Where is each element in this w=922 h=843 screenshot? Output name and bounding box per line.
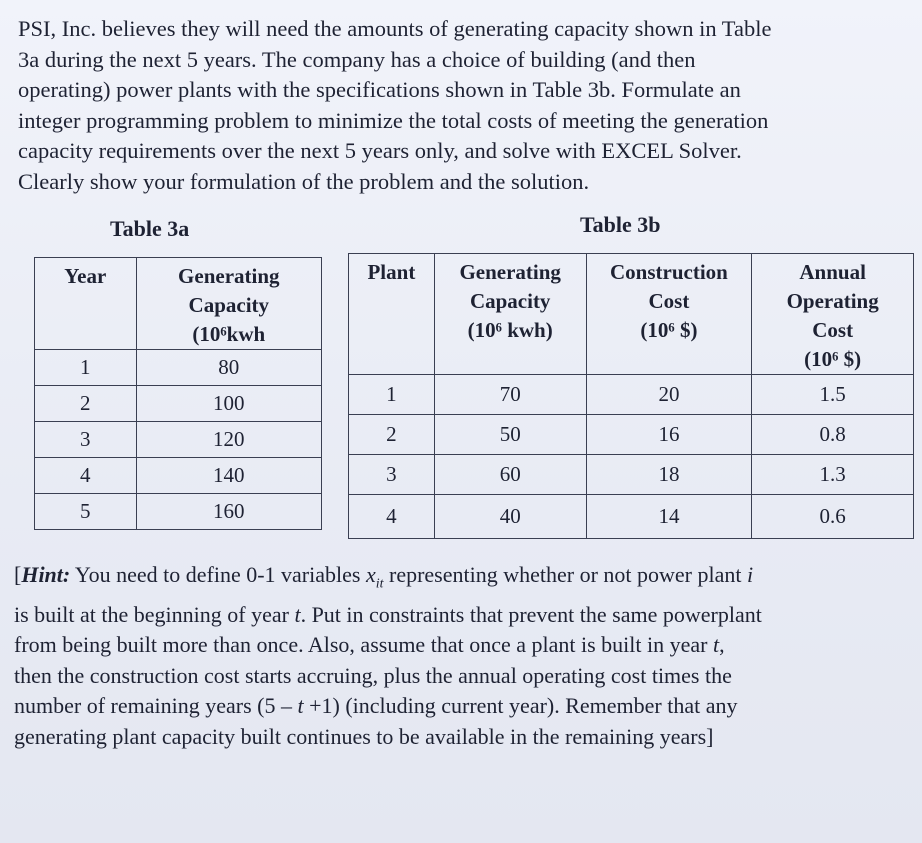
table3a-capacity-cell: 80	[136, 350, 321, 386]
problem-statement	[18, 14, 898, 197]
table3b-plant-cell: 2	[349, 415, 435, 455]
table3a-capacity-cell: 120	[136, 422, 321, 458]
table3b-header-plant: Plant	[349, 254, 435, 375]
table3b-operating-cell: 1.5	[752, 375, 914, 415]
table3b-construction-cell: 20	[586, 375, 752, 415]
table-row	[349, 415, 914, 455]
table3b-operating-cell: 0.6	[752, 495, 914, 539]
table3a-year-cell: 3	[35, 422, 137, 458]
table3b-plant-cell: 1	[349, 375, 435, 415]
table3b-header-operating: Annual Operating Cost (10⁶ $)	[752, 254, 914, 375]
table3a-year-cell: 4	[35, 458, 137, 494]
table3b-capacity-cell: 70	[434, 375, 586, 415]
table3a-capacity-cell: 100	[136, 386, 321, 422]
hint-label: Hint:	[21, 562, 71, 587]
table3a-capacity-cell: 140	[136, 458, 321, 494]
problem-line: Clearly show your formulation of the problem and the solution.	[18, 168, 590, 194]
table3b-operating-cell: 0.8	[752, 415, 914, 455]
table3b-construction-cell: 14	[586, 495, 752, 539]
table3a-year-cell: 5	[35, 494, 137, 530]
table-row	[349, 375, 914, 415]
table3b-capacity-cell: 50	[434, 415, 586, 455]
table3b-header-construction: Construction Cost (10⁶ $)	[586, 254, 752, 375]
table3a-year-cell: 2	[35, 386, 137, 422]
problem-line: 3a during the next 5 years. The company has a choice of building (and then	[18, 46, 696, 72]
table3a-header-row	[35, 258, 322, 350]
table3a-caption: Table 3a	[110, 216, 190, 241]
hint-line: from being built more than once. Also, assume that once a plant is built in year t,	[14, 632, 725, 658]
problem-line: integer programming problem to minimize the total costs of meeting the generation	[18, 107, 769, 133]
table3a-header-year: Year	[35, 258, 137, 350]
table3b-plant-cell: 3	[349, 455, 435, 495]
table3a-year-cell: 1	[35, 350, 137, 386]
table3b-header-row	[349, 254, 914, 375]
hint-paragraph	[14, 560, 914, 752]
hint-line: is built at the beginning of year t. Put in constraints that prevent the same powerplant	[14, 601, 762, 627]
variable-x: x	[365, 562, 376, 587]
table3b-construction-cell: 16	[586, 415, 752, 455]
table3b-caption: Table 3b	[580, 212, 661, 237]
hint-line: then the construction cost starts accruing, plus the annual operating cost times the	[14, 662, 732, 688]
variable-subscript: it	[375, 576, 384, 592]
table-row	[35, 386, 322, 422]
table-row	[35, 494, 322, 530]
table3a-header-capacity: Generating Capacity (10⁶kwh	[136, 258, 321, 350]
problem-line: operating) power plants with the specifications shown in Table 3b. Formulate an	[18, 77, 741, 102]
table-row	[349, 455, 914, 495]
variable-i: i	[747, 562, 754, 587]
table3b-header-capacity: Generating Capacity (10⁶ kwh)	[434, 254, 586, 375]
table3b-construction-cell: 18	[586, 455, 752, 495]
table3b-operating-cell: 1.3	[752, 455, 914, 495]
hint-line: number of remaining years (5 – t +1) (including current year). Remember that any	[14, 693, 738, 719]
table-row	[349, 495, 914, 539]
hint-line: [Hint: You need to define 0-1 variables $x_{it}$ representing whether or not power plant i	[14, 562, 754, 592]
problem-line: capacity requirements over the next 5 years only, and solve with EXCEL Solver.	[18, 138, 742, 163]
table3b-capacity-cell: 40	[434, 495, 586, 539]
problem-line: PSI, Inc. believes they will need the amounts of generating capacity shown in Table	[18, 16, 772, 41]
table-3a	[34, 257, 322, 530]
table-3b	[348, 253, 914, 539]
table3b-plant-cell: 4	[349, 495, 435, 539]
hint-line: generating plant capacity built continues to be available in the remaining years]	[14, 723, 714, 749]
table-row	[35, 350, 322, 386]
table-row	[35, 458, 322, 494]
table-row	[35, 422, 322, 458]
table3b-capacity-cell: 60	[434, 455, 586, 495]
table3a-capacity-cell: 160	[136, 494, 321, 530]
